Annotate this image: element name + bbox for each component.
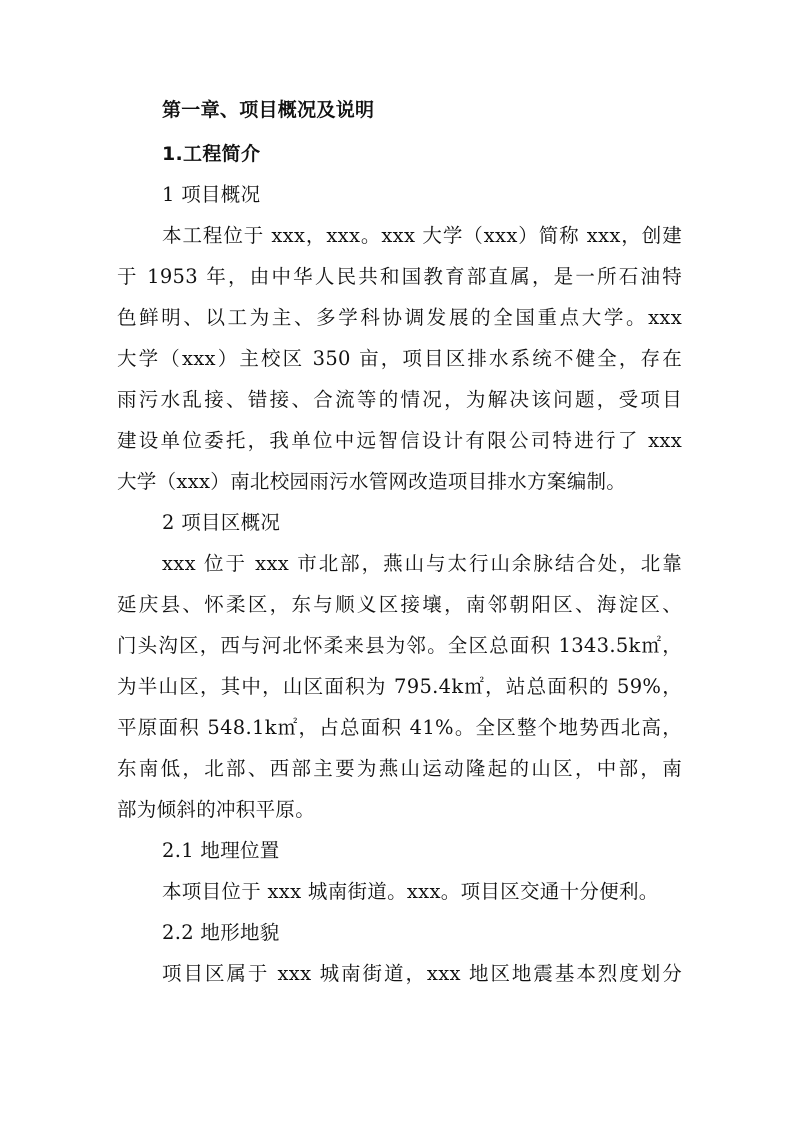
paragraph-line: 雨污水乱接、错接、合流等的情况，为解决该问题，受项目 (117, 388, 682, 411)
paragraph-line: 东南低，北部、西部主要为燕山运动隆起的山区，中部，南 (117, 757, 682, 780)
paragraph-line: 本工程位于 xxx，xxx。xxx 大学（xxx）简称 xxx，创建 (162, 224, 682, 247)
paragraph-line: 建设单位委托，我单位中远智信设计有限公司特进行了 xxx (117, 429, 682, 452)
paragraph-line: 色鲜明、以工为主、多学科协调发展的全国重点大学。xxx (117, 306, 682, 329)
subsection-title: 2.1 地理位置 (162, 839, 280, 862)
paragraph-line: 项目区属于 xxx 城南街道，xxx 地区地震基本烈度划分 (162, 962, 682, 985)
paragraph-line: 于 1953 年，由中华人民共和国教育部直属，是一所石油特 (117, 265, 682, 288)
subsection-title: 2 项目区概况 (162, 511, 281, 534)
paragraph-line: 为半山区，其中，山区面积为 795.4k㎡，站总面积的 59%， (117, 675, 682, 698)
subsection-title: 1 项目概况 (162, 183, 261, 206)
paragraph-line: 平原面积 548.1k㎡，占总面积 41%。全区整个地势西北高， (117, 716, 682, 739)
paragraph-line: 部为倾斜的冲积平原。 (117, 798, 316, 821)
paragraph-line: 本项目位于 xxx 城南街道。xxx。项目区交通十分便利。 (162, 880, 659, 903)
paragraph-line: xxx 位于 xxx 市北部，燕山与太行山余脉结合处，北靠 (162, 552, 682, 575)
paragraph-line: 门头沟区，西与河北怀柔来县为邻。全区总面积 1343.5k㎡， (117, 634, 682, 657)
section-title: 1.工程简介 (162, 143, 261, 165)
chapter-title: 第一章、项目概况及说明 (162, 99, 375, 121)
subsection-title: 2.2 地形地貌 (162, 921, 280, 944)
paragraph-line: 大学（xxx）南北校园雨污水管网改造项目排水方案编制。 (117, 470, 627, 493)
paragraph-line: 大学（xxx）主校区 350 亩，项目区排水系统不健全，存在 (117, 347, 682, 370)
paragraph-line: 延庆县、怀柔区，东与顺义区接壤，南邻朝阳区、海淀区、 (117, 593, 682, 616)
